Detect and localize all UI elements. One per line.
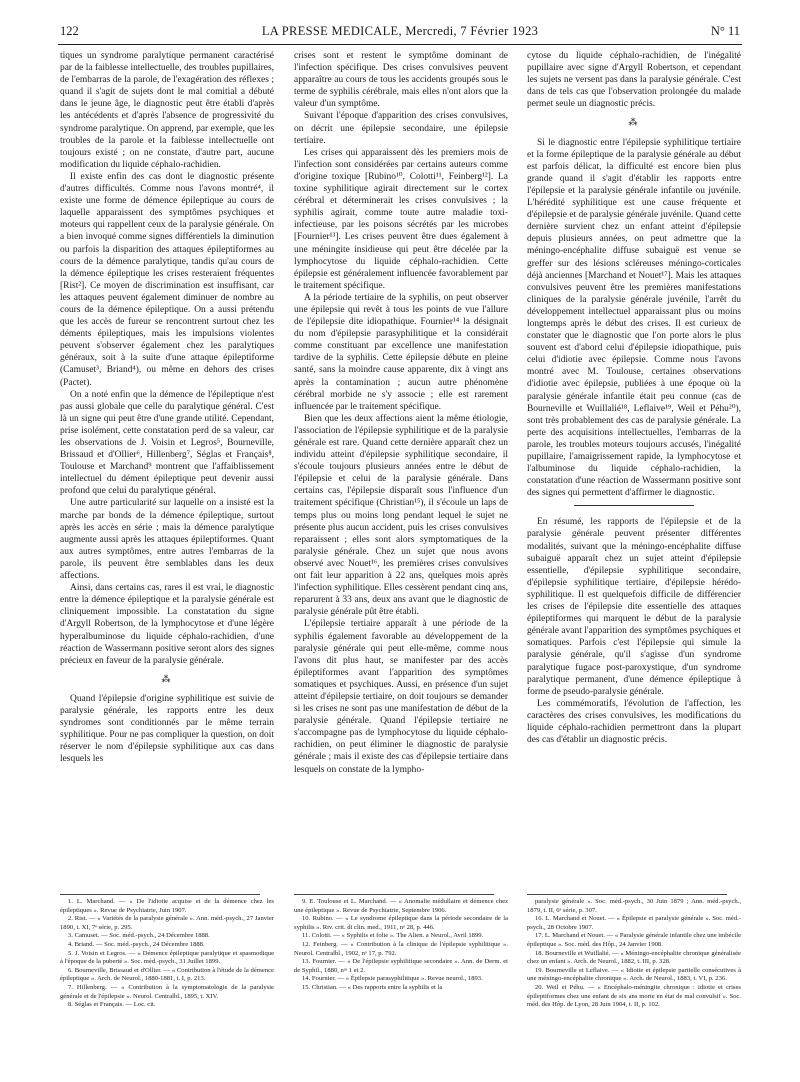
- footnote: 5. J. Voisin et Legros. — « Démence épileptique paralytique et spasmodique à l'époque de la puberté ». Soc. méd.-psych., 31 Juillet 1899.: [60, 949, 274, 966]
- paragraph: crises sont et restent le symptôme dominant de l'infection spécifique. Des crises convulsives peuvent apparaître au cours de tous les accidents groupés sous le terme de syphilis cérébrale, mais elles n'ont alors que la valeur d'un symptôme.: [294, 51, 508, 110]
- paragraph: Ainsi, dans certains cas, rares il est vrai, le diagnostic entre la démence épileptique et la paralysie générale est cliniquement impossible. La constatation du signe d'Argyll Robertson, de la lymphocytose et d'une légère hyperalbuminose du liquide céphalo-rachidien, d'une réaction de Wassermann positive seront alors des signes précieux en faveur de la paralysie générale.: [60, 583, 274, 666]
- footnote: 17. L. Marchand et Nouet. — « Paralysie générale infantile chez une imbécile épileptique ». Soc. méd. des Hôp., 24 Janvier 1908.: [527, 932, 741, 948]
- paragraph: Si le diagnostic entre l'épilepsie syphilitique tertiaire et la forme épileptique de la paralysie générale au début est parfois délicat, la difficulté est encore bien plus grande quand il s'agit d'établir les rapports entre l'épilepsie et la paralysie générale infantile ou juvénile. L'hérédité syphilitique est une cause fréquente et d'épilepsie et de paralysie générale juvénile. Quand cette dernière survient chez un enfant atteint d'épilepsie depuis plusieurs années, on peut admettre que la méningo-encéphalite diffuse subaiguë est venue se greffer sur des lésions scléreuses méningo-corticales déjà anciennes [Marchand et Nouet¹⁷]. Mais les attaques convulsives peuvent être les premières manifestations cliniques de la paralysie générale juvénile, l'arrêt du développement intellectuel apparaissant plus ou moins longtemps après le début des crises. Il est curieux de constater que le diagnostic que l'on porte alors le plus souvent est d'abord celui d'épilepsie idiopathique, puis celui d'idiotie avec épilepsie. Comme nous l'avons montré avec M. Toulouse, certaines observations d'idiotie avec épilepsie, publiées à une époque où la paralysie générale infantile était peu connue (cas de Bourneville et Wuillalié¹⁸, Leflaive¹⁹, Weil et Péhu²⁰), sont très probablement des cas de paralysie générale. La perte des acquisitions intellectuelles, l'embarras de la parole, les troubles moteurs toujours accusés, l'inégalité pupillaire, l'amaigrissement rapide, la lymphocytose et l'albuminose du liquide céphalo-rachidien, la constatation d'une réaction de Wassermann positive sont des signes qui permettent d'affirmer le diagnostic.: [527, 137, 741, 499]
- journal-title: LA PRESSE MEDICALE, Mercredi, 7 Février 1923: [261, 24, 539, 38]
- footnote: 10. Rubino. — « Le syndrome épileptique dans la période secondaire de la syphilis ». Riv. crit. di clin. med., 1911, nᵒ 28, p. 446.: [294, 915, 508, 931]
- issue-number: N° 11: [710, 24, 740, 38]
- footnote: 1. L. Marchand. — « De l'idiotie acquise et de la démence chez les épileptiques ». Revue de Psychiatrie, Juin 1907.: [60, 898, 274, 914]
- page-number: 122: [60, 24, 79, 38]
- footnotes-column-3: [527, 898, 741, 1010]
- text-column-2: [294, 50, 508, 776]
- footnote: 13. Fournier. — « De l'épilepsie syphilitique secondaire ». Ann. de Derm. et de Syphil., 1880, nᵒˢ 1 et 2.: [294, 958, 508, 974]
- footnote-rule: [527, 894, 727, 895]
- paragraph: Il existe enfin des cas dont le diagnostic présente d'autres difficultés. Comme nous l'avons montré⁴, il existe une forme de démence épileptique au cours de laquelle apparaissent des symptômes psychiques et moteurs qui rappellent ceux de la paralysie générale. On a bien invoqué comme signes différentiels la diminution ou parfois la disparition des attaques épileptiformes au cours de la démence paralytique, tandis qu'au cours de la démence épileptique les crises resteraient fréquentes [Rist²]. Ce moyen de discrimination est insuffisant, car les attaques peuvent également diminuer de nombre au cours de la démence épileptique. On a aussi prétendu que les accès de fureur se rencontrent surtout chez les déments épileptiques, mais les impulsions violentes peuvent s'observer également chez les paralytiques généraux, soit à la suite d'une attaque épileptiforme (Camuset³, Briand⁴), ou même en dehors des crises (Pactet).: [60, 171, 274, 388]
- paragraph: En résumé, les rapports de l'épilepsie et de la paralysie générale peuvent présenter différentes modalités, suivant que la méningo-encéphalite diffuse subaiguë apparaît chez un sujet atteint d'épilepsie essentielle, d'épilepsie syphilitique secondaire, d'épilepsie syphilitique tertiaire, d'épilepsie hérédo-syphilitique. Il est quelquefois difficile de différencier les crises de l'épilepsie dite essentielle des attaques épileptiformes qui marquent le début de la paralysie générale avant l'apparition des symptômes psychiques et somatiques. Parfois c'est l'épilepsie qui simule la paralysie générale, qu'il s'agisse d'un syndrome paralytique fugace post-paroxystique, d'un syndrome paralytique permanent, d'une démence épileptique à forme de pseudo-paralysie générale.: [527, 517, 741, 697]
- paragraph: Quand l'épilepsie d'origine syphilitique est suivie de paralysie générale, les rapports entre les deux syndromes sont conditionnés par le même terrain syphilitique. Pour ne pas compliquer la question, on doit réserver le nom d'épilepsie syphilitique aux cas dans lesquels les: [60, 693, 274, 765]
- footnote: 2. Rist. — « Variétés de la paralysie générale ». Ann. méd.-psych., 27 Janvier 1890, t. XI, 7ᵉ série, p. 295.: [60, 915, 274, 931]
- footnote: 4. Briand. — Soc. méd.-psych., 24 Décembre 1888.: [68, 940, 205, 948]
- footnote: 3. Camuset. — Soc. méd.-psych., 24 Décembre 1888.: [68, 932, 210, 940]
- footnote: 14. Fournier. — « Épilepsie parasyphilitique ». Revue neurol., 1893.: [302, 975, 483, 983]
- paragraph: Suivant l'époque d'apparition des crises convulsives, on décrit une épilepsie secondaire, une épilepsie tertiaire.: [294, 111, 508, 146]
- footnote-rule: [60, 894, 260, 895]
- footnotes-column-1: [60, 898, 274, 1010]
- footnote: 19. Bourneville et Leflaive. — « Idiotie et épilepsie partielle consécutives à une méningo-encéphalite chronique ». Arch. de Neurol., 1883, t. VI, p. 236.: [527, 966, 741, 983]
- text-column-1: [60, 50, 274, 765]
- paragraph: Bien que les deux affections aient la même étiologie, l'association de l'épilepsie syphilitique et de la paralysie générale est rare. Quand cette dernière apparaît chez un individu atteint d'épilepsie syphilitique secondaire, il s'écoule toujours plusieurs années entre le début de l'épilepsie et celui de la paralysie générale. Dans certains cas, l'épilepsie disparaît sous l'influence d'un traitement spécifique (Christian¹⁵), il s'écoule un laps de temps plus ou moins long pendant lequel le sujet ne présente plus aucun accident, puis les crises convulsives reparaissent ; elles sont alors symptomatiques de la paralysie générale. Chez un sujet que nous avons observé avec Nouet¹⁶, les premières crises convulsives ont fait leur apparition à 22 ans, quelques mois après l'infection syphilitique. Elles cessèrent pendant cinq ans, reparurent à 33 ans, deux ans avant que le diagnostic de paralysie générale pût être établi.: [294, 413, 508, 618]
- footnote: 9. E. Toulouse et L. Marchand. — « Anomalie médullaire et démence chez une épileptique ». Revue de Psychiatrie, Septembre 1906.: [294, 898, 508, 914]
- footnote: 16. L. Marchand et Nouet. — « Épilepsie et paralysie générale ». Soc. méd.-psych., 28 Octobre 1907.: [527, 915, 741, 931]
- footnotes-column-2: [294, 898, 508, 993]
- paragraph: Les crises qui apparaissent dès les premiers mois de l'infection sont considérées par certains auteurs comme d'origine toxique [Rubino¹⁰, Colotti¹¹, Feinberg¹²]. La toxine syphilitique agirait directement sur le cortex cérébral et déterminerait les crises convulsives ; la syphilis agirait, comme toute autre maladie toxi-infectieuse, par les poisons sécrétés par les microbes [Fournier¹³]. Les crises peuvent être dues également à une méningite insidieuse qui peut être décelée par la lymphocytose du liquide céphalo-rachidien. Cette épilepsie est généralement influencée favorablement par le traitement spécifique.: [294, 147, 508, 291]
- paragraph: A la période tertiaire de la syphilis, on peut observer une épilepsie qui revêt à tous les points de vue l'allure de l'épilepsie dite idiopathique. Fournier¹⁴ la désignait du nom d'épilepsie parasyphilitique et la considérait comme constituant par excellence une manifestation tardive de la syphilis. Cette épilepsie débute en pleine santé, sans la moindre cause apparente, dix à vingt ans après la contamination ; aucun autre phénomène cérébral morbide ne s'y associe ; elle est rarement influencée par le traitement spécifique.: [294, 292, 508, 412]
- page-header: [60, 24, 740, 42]
- footnote: 11. Colotti. — « Syphilis et folie ». The Alien. a Neurol., Avril 1899.: [302, 932, 484, 940]
- footnote: paralysie générale ». Soc. méd.-psych., 30 Juin 1879 ; Ann. méd.-psych., 1879, t. II, 6ᵉ série, p. 307.: [527, 898, 741, 914]
- footnote: 12. Feinberg. — « Contribution à la clinique de l'épilepsie syphilitique ». Neurol. Centralbl., 1902, nᵒ 17, p. 792.: [294, 940, 508, 957]
- footnote: 18. Bourneville et Wuillalié. — « Méningo-encéphalite chronique généralisée chez un enfant ». Arch. de Neurol., 1882, t. III, p. 328.: [527, 949, 741, 966]
- paragraph: Les commémoratifs, l'évolution de l'affection, les caractères des crises convulsives, les modifications du liquide céphalo-rachidien permettront dans la plupart des cas d'établir un diagnostic précis.: [527, 698, 741, 746]
- footnote-rule: [294, 894, 494, 895]
- text-column-3: [527, 50, 741, 746]
- section-ornament: ⁂: [628, 117, 640, 128]
- footnote: 8. Séglas et Français. — Loc. cit.: [68, 1001, 156, 1009]
- paragraph: L'épilepsie tertiaire apparaît à une période de la syphilis également favorable au développement de la paralysie générale qui peut elle-même, comme nous l'avons dit plus haut, se manifester par des accès épileptiformes avant l'apparition des symptômes somatiques et psychiques. Aussi, en présence d'un sujet atteint d'épilepsie tertiaire, on doit toujours se demander si les crises ne sont pas une manifestation de début de la paralysie générale. Quand l'épilepsie tertiaire ne s'accompagne pas de lymphocytose du liquide céphalo-rachidien, on peut éliminer le diagnostic de paralysie générale ; mais il existe des cas d'épilepsie tertiaire dans lesquels on constate de la lympho-: [294, 619, 508, 775]
- paragraph: On a noté enfin que la démence de l'épileptique n'est pas aussi globale que celle du paralytique général. C'est là un signe qui peut être d'une grande utilité. Cependant, prise isolément, cette constatation perd de sa valeur, car les observations de J. Voisin et Legros⁵, Bourneville, Brissaud et d'Ollier⁶, Hillenberg⁷, Séglas et Français⁸, Toulouse et Marchand⁹ montrent que l'affaiblissement intellectuel du dément épileptique peut devenir aussi profond que celui du paralytique général.: [60, 389, 274, 497]
- paragraph: tiques un syndrome paralytique permanent caractérisé par de la faiblesse intellectuelle, des troubles pupillaires, de l'embarras de la parole, de l'exagération des réflexes ; quand il s'agit de sujets dont le mal comitial a débuté dans le jeune âge, le diagnostic peut être établi d'après les antécédents et d'après l'absence de progressivité du syndrome paralytique. On apprend, par exemple, que les troubles de la parole et la faiblesse intellectuelle ont toujours existé ; on ne constate, d'autre part, aucune modification du liquide céphalo-rachidien.: [60, 51, 274, 170]
- footnote: 7. Hillenberg. — « Contribution à la symptomatologie de la paralysie générale et de l'épilepsie ». Neurol. Centralbl., 1895, t. XIV.: [60, 983, 274, 1000]
- header-rule: [58, 44, 742, 45]
- footnote: 6. Bourneville, Brissaud et d'Ollier. — « Contribution à l'étude de la démence épileptique ». Arch. de Neurol., 1880-1881, t. I, p. 213.: [60, 966, 274, 983]
- section-ornament: ⁂: [161, 673, 173, 684]
- paragraph: cytose du liquide céphalo-rachidien, de l'inégalité pupillaire avec signe d'Argyll Robertson, et cependant les sujets ne versent pas dans la paralysie générale. C'est dans de tels cas que l'observation prolongée du malade permet seule un diagnostic précis.: [527, 51, 741, 110]
- paragraph: Une autre particularité sur laquelle on a insisté est la marche par bonds de la démence épileptique, surtout après les accès en série ; mais la démence paralytique augmente aussi après les attaques épileptiformes. Quant aux autres symptômes, entre autres l'embarras de la parole, ils peuvent être semblables dans les deux affections.: [60, 498, 274, 582]
- footnote: 15. Christian. — « Des rapports entre la syphilis et la: [302, 983, 443, 991]
- section-divider: [574, 505, 694, 506]
- footnote: 20. Weil et Péhu. — « Encéphalo-méningite chronique : idiotie et crises épileptiformes chez une enfant de six ans morte en état de mal convulsif ». Soc. méd. des Hôp. de Lyon, 28 Juin 1904, t. II, p. 102.: [527, 983, 741, 1009]
